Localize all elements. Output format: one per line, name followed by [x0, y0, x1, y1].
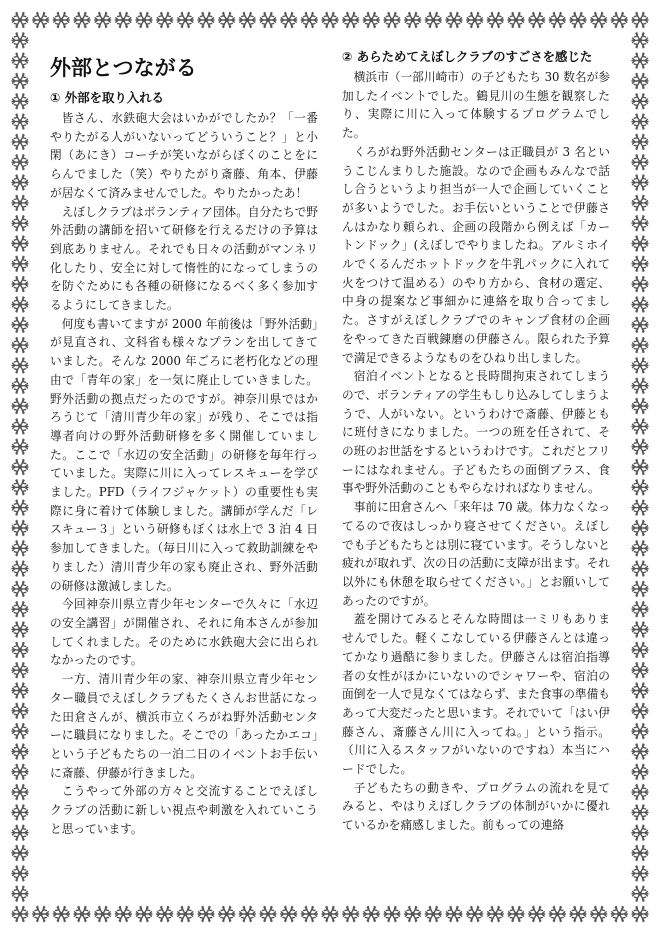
- snowflake-icon: [12, 561, 28, 576]
- right-column: [342, 49, 610, 835]
- snowflake-icon: [632, 907, 648, 922]
- snowflake-icon: [12, 846, 28, 861]
- snowflake-icon: [632, 521, 648, 536]
- snowflake-icon: [12, 399, 28, 414]
- snowflake-icon: [446, 907, 462, 922]
- snowflake-icon: [591, 907, 607, 922]
- snowflake-icon: [74, 907, 90, 922]
- snowflake-icon: [12, 74, 28, 89]
- snowflake-icon: [12, 703, 28, 718]
- snowflake-icon: [632, 642, 648, 657]
- snowflake-icon: [632, 500, 648, 515]
- snowflake-icon: [363, 907, 379, 922]
- snowflake-icon: [632, 764, 648, 779]
- snowflake-icon: [177, 13, 193, 28]
- snowflake-icon: [95, 907, 111, 922]
- snowflake-icon: [343, 13, 359, 28]
- snowflake-icon: [632, 317, 648, 332]
- snowflake-icon: [12, 277, 28, 292]
- section-2-paragraph: 事前に田倉さんへ「来年は 70 歳。体力なくなってるので夜はしっかり寝させてください。えぼしでも子どもたちとは別に寝ています。そうしないと疲れが取れず、次の日の活動に支障が出ます。それ以外にも休憩を取らせてください。」とお願いしてあったのですが。: [342, 500, 610, 608]
- snowflake-icon: [12, 419, 28, 434]
- snowflake-icon: [632, 134, 648, 149]
- snowflake-icon: [12, 581, 28, 596]
- snowflake-icon: [12, 886, 28, 901]
- snowflake-icon: [12, 480, 28, 495]
- section-2-paragraph: 蓋を開けてみるとそんな時間は一ミリもありませんでした。軽くこなしている伊藤さんとは違ってかなり過酷に参りました。伊藤さんは宿泊指導者の女性がほかにいないのでシャワーや、宿泊の面倒を一人で見なくてはならず、また食事の準備もあって大変だったと思います。それでいて「はい伊藤さん、斎藤さん川に入ってね。」という指示。（川に入るスタッフがいないのですね）本当にハードでした。: [342, 612, 610, 777]
- section-2-paragraph: 子どもたちの動きや、プログラムの流れを見てみると、やはりえぼしクラブの体制がいかに優れているかを痛感しました。前もっての連絡: [342, 780, 610, 833]
- snowflake-icon: [632, 703, 648, 718]
- snowflake-icon: [12, 460, 28, 475]
- section-1-paragraph: 今回神奈川県立青少年センターで久々に「水辺の安全講習」が開催され、それに角本さんが参加してくれました。そのために水鉄砲大会に出られなかったのです。: [50, 597, 318, 668]
- snowflake-icon: [632, 358, 648, 373]
- snowflake-icon: [632, 785, 648, 800]
- snowflake-icon: [281, 907, 297, 922]
- snowflake-icon: [529, 13, 545, 28]
- section-2-heading: ② あらためてえぼしクラブのすごさを感じた: [342, 49, 593, 64]
- snowflake-icon: [12, 378, 28, 393]
- snowflake-icon: [12, 521, 28, 536]
- snowflake-icon: [570, 907, 586, 922]
- snowflake-icon: [12, 134, 28, 149]
- snowflake-icon: [632, 825, 648, 840]
- snowflake-icon: [632, 439, 648, 454]
- snowflake-icon: [12, 541, 28, 556]
- snowflake-icon: [12, 744, 28, 759]
- snowflake-icon: [632, 399, 648, 414]
- snowflake-icon: [12, 114, 28, 129]
- snowflake-icon: [632, 744, 648, 759]
- snowflake-icon: [632, 866, 648, 881]
- snowflake-icon: [343, 907, 359, 922]
- snowflake-icon: [12, 53, 28, 68]
- snowflake-icon: [322, 907, 338, 922]
- snowflake-icon: [53, 907, 69, 922]
- snowflake-icon: [632, 602, 648, 617]
- snowflake-icon: [487, 907, 503, 922]
- snowflake-icon: [611, 907, 627, 922]
- snowflake-icon: [632, 195, 648, 210]
- snowflake-icon: [12, 663, 28, 678]
- snowflake-icon: [219, 13, 235, 28]
- snowflake-icon: [157, 907, 173, 922]
- snowflake-icon: [12, 785, 28, 800]
- snowflake-icon: [12, 317, 28, 332]
- snowflake-icon: [632, 74, 648, 89]
- snowflake-icon: [632, 175, 648, 190]
- snowflake-icon: [632, 94, 648, 109]
- snowflake-icon: [12, 500, 28, 515]
- snowflake-icon: [12, 907, 28, 922]
- snowflake-icon: [487, 13, 503, 28]
- snowflake-icon: [632, 216, 648, 231]
- snowflake-icon: [632, 53, 648, 68]
- section-1-paragraph: 皆さん、水鉄砲大会はいかがでしたか？「一番やりたがる人がいないってどういうこと？」と小閑（あにき）コーチが笑いながらぼくのことをにらんでました（笑）やりたがり斎藤、角本、伊藤が居なくて済みませんでした。やりたかったあ！: [50, 111, 318, 200]
- snowflake-icon: [632, 256, 648, 271]
- snowflake-icon: [12, 33, 28, 48]
- snowflake-icon: [12, 805, 28, 820]
- snowflake-icon: [529, 907, 545, 922]
- snowflake-icon: [198, 907, 214, 922]
- snowflake-icon: [12, 175, 28, 190]
- snowflake-icon: [632, 561, 648, 576]
- snowflake-icon: [632, 114, 648, 129]
- snowflake-icon: [632, 846, 648, 861]
- snowflake-icon: [74, 13, 90, 28]
- snowflake-icon: [12, 724, 28, 739]
- snowflake-icon: [632, 236, 648, 251]
- section-1-paragraph: 何度も書いてますが 2000 年前後は「野外活動」が見直され、文科省も様々なプランを出してきていました。そんな 2000 年ごろに老朽化などの理由で「青年の家」を一気に廃止していきました。野外活動の拠点だったのですが。神奈川県ではかろうじて「清川青少年の家」が残り、そこでは指導者向けの野外活動研修を多く開催していました。ここで「水辺の安全活動」の研修を毎年行っていました。実際に川に入ってレスキューを学びました。PFD（ライフジャケット）の重要性も実際に身に着けて体験しました。講師が学んだ「レスキュー３」という研修もぼくは水上で 3 泊 4 日参加してきました。（毎日川に入って救助訓練をやりました）清川青少年の家も廃止され、野外活動の研修は激減しました。: [50, 316, 318, 593]
- snowflake-icon: [570, 13, 586, 28]
- snowflake-icon: [405, 907, 421, 922]
- snowflake-icon: [508, 907, 524, 922]
- section-1-heading: ① 外部を取り入れる: [50, 90, 164, 105]
- snowflake-icon: [115, 907, 131, 922]
- snowflake-icon: [12, 94, 28, 109]
- snowflake-icon: [177, 907, 193, 922]
- snowflake-icon: [632, 480, 648, 495]
- snowflake-icon: [12, 297, 28, 312]
- snowflake-icon: [136, 907, 152, 922]
- snowflake-icon: [632, 419, 648, 434]
- snowflake-icon: [136, 13, 152, 28]
- snowflake-icon: [632, 683, 648, 698]
- snowflake-icon: [405, 13, 421, 28]
- snowflake-icon: [384, 13, 400, 28]
- snowflake-icon: [467, 907, 483, 922]
- snowflake-icon: [632, 581, 648, 596]
- snowflake-icon: [301, 13, 317, 28]
- snowflake-icon: [632, 13, 648, 28]
- snowflake-icon: [12, 256, 28, 271]
- section-1-paragraph: 一方、清川青少年の家、神奈川県立青少年センター職員でえぼしクラブもたくさんお世話になった田倉さんが、横浜市立くろがね野外活動センターに職員になりました。そこでの「あったかエコ」という子どもたちの一泊二日のイベントお手伝いに斎藤、伊藤が行きました。: [50, 672, 318, 780]
- snowflake-icon: [53, 13, 69, 28]
- section-1-paragraph: こうやって外部の方々と交流することでえぼしクラブの活動に新しい視点や刺激を入れていこうと思っています。: [50, 784, 318, 836]
- snowflake-icon: [446, 13, 462, 28]
- snowflake-icon: [549, 13, 565, 28]
- snowflake-icon: [425, 907, 441, 922]
- snowflake-icon: [115, 13, 131, 28]
- snowflake-icon: [425, 13, 441, 28]
- snowflake-icon: [33, 13, 49, 28]
- left-column: [50, 54, 318, 838]
- snowflake-icon: [12, 358, 28, 373]
- snowflake-icon: [508, 13, 524, 28]
- snowflake-icon: [363, 13, 379, 28]
- snowflake-icon: [632, 663, 648, 678]
- snowflake-icon: [632, 33, 648, 48]
- snowflake-icon: [549, 907, 565, 922]
- snowflake-icon: [95, 13, 111, 28]
- snowflake-icon: [219, 907, 235, 922]
- snowflake-icon: [632, 805, 648, 820]
- page-title: 外部とつながる: [50, 56, 197, 80]
- snowflake-icon: [12, 236, 28, 251]
- snowflake-icon: [260, 907, 276, 922]
- snowflake-icon: [12, 683, 28, 698]
- snowflake-icon: [632, 622, 648, 637]
- snowflake-icon: [157, 13, 173, 28]
- snowflake-icon: [591, 13, 607, 28]
- snowflake-icon: [632, 886, 648, 901]
- snowflake-icon: [239, 907, 255, 922]
- section-2-paragraph: くろがね野外活動センターは正職員が 3 名というこじんまりした施設。なので企画もみんなで話し合うというより担当が一人で企画していくことが多いようでした。お手伝いということで伊藤さんはかなり頼られ、企画の段階から例えば「カートンドック」(えぼしでやりましたね。アルミホイルでくるんだホットドックを牛乳パックに入れて火をつけて温める）のやり方から、食材の選定、中身の提案など事細かに連絡を取り合ってました。さすがえぼしクラブでのキャンプ食材の企画をやってきた百戦錬磨の伊藤さん。限られた予算で満足できるようなものをひねり出しました。: [342, 144, 610, 365]
- snowflake-icon: [12, 642, 28, 657]
- snowflake-icon: [33, 907, 49, 922]
- snowflake-icon: [632, 460, 648, 475]
- snowflake-icon: [198, 13, 214, 28]
- snowflake-icon: [632, 338, 648, 353]
- snowflake-icon: [12, 13, 28, 28]
- snowflake-icon: [239, 13, 255, 28]
- snowflake-icon: [260, 13, 276, 28]
- snowflake-icon: [632, 724, 648, 739]
- snowflake-icon: [12, 602, 28, 617]
- snowflake-icon: [12, 216, 28, 231]
- snowflake-icon: [467, 13, 483, 28]
- snowflake-icon: [632, 155, 648, 170]
- section-2-paragraph: 横浜市（一部川崎市）の子どもたち 30 数名が参加したイベントでした。鶴見川の生態を観察したり、実際に川に入って体験するプログラムでした。: [342, 70, 610, 141]
- snowflake-icon: [12, 155, 28, 170]
- snowflake-icon: [12, 866, 28, 881]
- snowflake-icon: [322, 13, 338, 28]
- snowflake-icon: [632, 378, 648, 393]
- snowflake-icon: [301, 907, 317, 922]
- snowflake-icon: [632, 277, 648, 292]
- section-2-paragraph: 宿泊イベントとなると長時間拘束されてしまうので、ボランティアの学生もしり込みしてしまうようで、人がいない。というわけで斎藤、伊藤ともに班付きになりました。一つの班を任されて、その班のお世話をするというわけです。これだとフリーにはなれません。子どもたちの面倒プラス、食事や野外活動のこともやらなければなりません。: [342, 369, 610, 496]
- snowflake-icon: [281, 13, 297, 28]
- snowflake-icon: [12, 439, 28, 454]
- snowflake-icon: [12, 195, 28, 210]
- section-1-paragraph: えぼしクラブはボランティア団体。自分たちで野外活動の講師を招いて研修を行えるだけの予算は到底ありません。それでも日々の活動がマンネリ化したり、安全に対して惰性的になってしまうのを防ぐためにも各種の研修になるべく多く参加するようにしてきました。: [50, 204, 318, 313]
- snowflake-icon: [632, 297, 648, 312]
- snowflake-icon: [12, 764, 28, 779]
- snowflake-icon: [12, 338, 28, 353]
- snowflake-icon: [12, 825, 28, 840]
- snowflake-icon: [632, 541, 648, 556]
- snowflake-icon: [611, 13, 627, 28]
- snowflake-icon: [12, 622, 28, 637]
- snowflake-icon: [384, 907, 400, 922]
